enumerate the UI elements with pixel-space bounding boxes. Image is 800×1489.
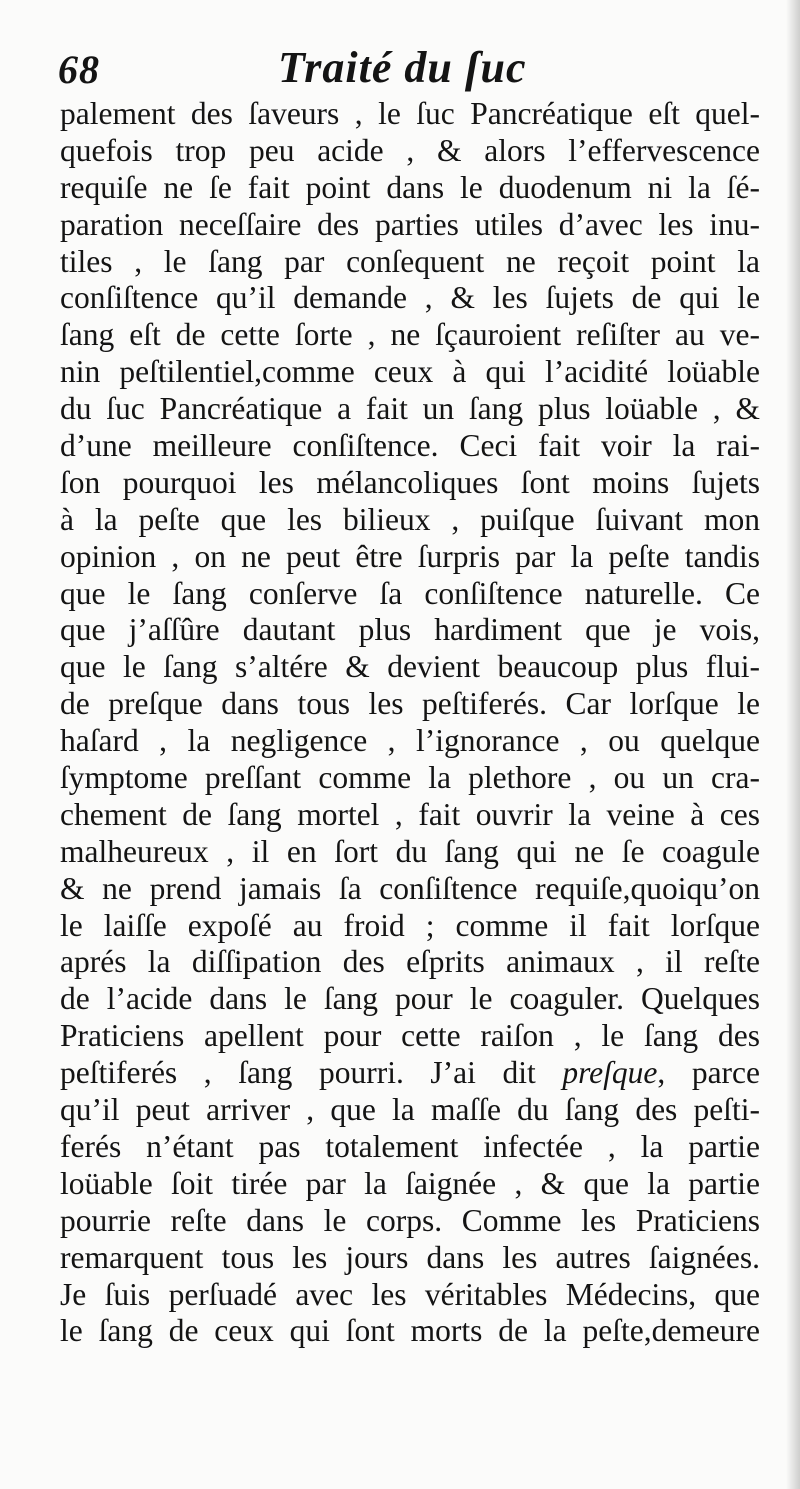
- text-line: ferés n’étant pas totalement infectée , la partie: [60, 1128, 760, 1164]
- text-line: remarquent tous les jours dans les autres ſaignées.: [60, 1239, 760, 1275]
- text-line: quefois trop peu acide , & alors l’effervescence: [60, 132, 760, 168]
- text-line: qu’il peut arriver , que la maſſe du ſang des peſti-: [60, 1092, 760, 1128]
- text-line: ſang eſt de cette ſorte , ne ſçauroient reſiſter au ve-: [60, 317, 760, 353]
- text-line: que le ſang s’altére & devient beaucoup plus flui-: [60, 649, 760, 685]
- text-line: que le ſang conſerve ſa conſiſtence naturelle. Ce: [60, 575, 760, 611]
- text-line: loüable ſoit tirée par la ſaignée , & que la partie: [60, 1165, 760, 1201]
- page-edge-shadow: [786, 0, 800, 1489]
- text-line: peſtiferés , ſang pourri. J’ai dit preſque, parce: [60, 1055, 761, 1091]
- body-text: [60, 96, 760, 1350]
- text-line: & ne prend jamais ſa conſiſtence requiſe,quoiqu’on: [60, 870, 760, 906]
- text-line: le laiſſe expoſé au froid ; comme il fait lorſque: [60, 907, 760, 943]
- text-line: de l’acide dans le ſang pour le coaguler. Quelques: [60, 981, 760, 1017]
- text-line: que j’aſſûre dautant plus hardiment que je vois,: [60, 612, 760, 648]
- text-line: conſiſtence qu’il demande , & les ſujets de qui le: [60, 280, 760, 316]
- text-line: Je ſuis perſuadé avec les véritables Médecins, que: [60, 1276, 760, 1312]
- text-line: malheureux , il en ſort du ſang qui ne ſe coagule: [60, 833, 760, 869]
- text-line: de preſque dans tous les peſtiferés. Car lorſque le: [60, 686, 760, 722]
- text-line: palement des ſaveurs , le ſuc Pancréatique eſt quel-: [60, 96, 760, 131]
- italic-word: preſque: [562, 1055, 658, 1091]
- text-line: du ſuc Pancréatique a fait un ſang plus loüable , &: [60, 391, 760, 427]
- text-line: ſon pourquoi les mélancoliques ſont moins ſujets: [60, 464, 760, 500]
- page-header: [52, 40, 752, 100]
- text-line: à la peſte que les bilieux , puiſque ſuivant mon: [60, 501, 760, 537]
- text-line: le ſang de ceux qui ſont morts de la peſte,demeure: [60, 1313, 760, 1349]
- page-number: 68: [58, 47, 100, 92]
- text-line: Praticiens apellent pour cette raiſon , le ſang des: [60, 1018, 760, 1054]
- text-line: ſymptome preſſant comme la plethore , ou un cra-: [60, 760, 760, 796]
- text-line: paration neceſſaire des parties utiles d’avec les inu-: [60, 206, 760, 242]
- running-title: Traité du ſuc: [278, 43, 527, 92]
- text-line: requiſe ne ſe fait point dans le duodenum ni la ſé-: [60, 169, 760, 205]
- text-line: aprés la diſſipation des eſprits animaux , il reſte: [60, 944, 760, 980]
- text-line: haſard , la negligence , l’ignorance , ou quelque: [60, 723, 760, 759]
- text-line: chement de ſang mortel , fait ouvrir la veine à ces: [60, 796, 760, 832]
- text-line: nin peſtilentiel,comme ceux à qui l’acidité loüable: [60, 354, 760, 390]
- text-line: tiles , le ſang par conſequent ne reçoit point la: [60, 243, 760, 279]
- text-line: d’une meilleure conſiſtence. Ceci fait voir la rai-: [60, 428, 760, 464]
- text-line: opinion , on ne peut être ſurpris par la peſte tandis: [60, 538, 760, 574]
- text-line: pourrie reſte dans le corps. Comme les Praticiens: [60, 1202, 760, 1238]
